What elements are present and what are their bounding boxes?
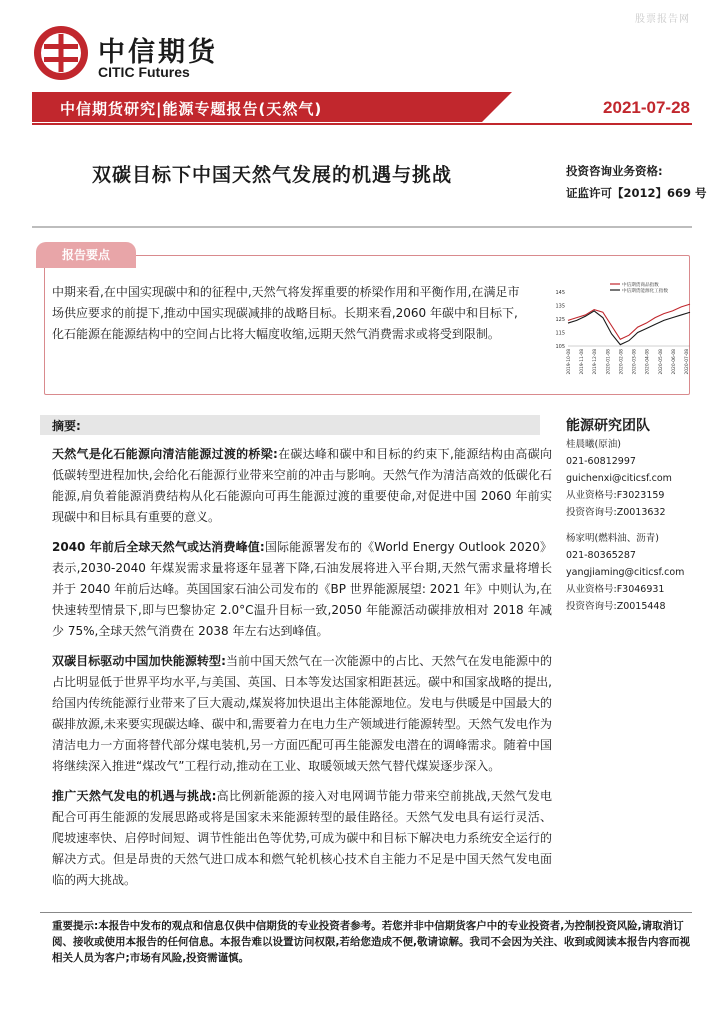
summary-text: 中期来看,在中国实现碳中和的征程中,天然气将发挥重要的桥梁作用和平衡作用,在满足市场供应要求的前提下,推动中国实现碳减排的战略目标。长期来看,2060 年碳中和目标下,化石能源在能源结构中的空间占比将大幅度收缩,远期天然气消费需求或将受到限制。	[52, 285, 520, 341]
y-tick-label: 105	[555, 344, 565, 350]
abstract-body	[52, 444, 552, 900]
x-tick-label: 2020-04-08	[645, 349, 651, 375]
x-tick-label: 2020-06-08	[671, 349, 677, 375]
paragraph-text: 高比例新能源的接入对电网调节能力带来空前挑战,天然气发电配合可再生能源的发展思路或将是国家未来能源转型的最佳路径。天然气发电具有运行灵活、爬坡速率快、启停时间短、调节性能出色等优势,可成为碳中和目标下解决电力系统安全运行的解决方式。但是昂贵的天然气进口成本和燃气轮机核心技术自主能力不足是中国天然气发电面临的两大挑战。	[52, 789, 552, 887]
member-phone: 021-60812997	[566, 456, 636, 467]
summary-tag: 报告要点	[36, 242, 136, 268]
abstract-paragraph	[52, 651, 552, 777]
x-tick-label: 2020-02-08	[619, 349, 625, 375]
x-tick-label: 2020-05-08	[658, 349, 664, 375]
legend-label: 中信期货能源化工指数	[622, 289, 668, 294]
paragraph-lead: 推广天然气发电的机遇与挑战:	[52, 789, 217, 803]
qualification-info	[566, 160, 707, 204]
series-line	[568, 304, 690, 339]
paragraph-text: 国际能源署发布的《World Energy Outlook 2020》表示,2030-2040 年煤炭需求量将逐年显著下降,石油发展将进入平台期,天然气需求量将增长并于 2040 年前后达峰。英国国家石油公司发布的《BP 世界能源展望: 2021 年》中则认为,在快速转型情景下,即与巴黎协定 2.0°C温升目标一致,2050 年能源活动碳排放相对 2018 年减少 75%,全球天然气消费在 2038 年左右达到峰值。	[52, 540, 552, 638]
y-tick-label: 135	[555, 303, 565, 310]
report-banner	[32, 92, 482, 122]
team-member	[566, 530, 684, 615]
report-date: 2021-07-28	[603, 98, 690, 117]
qualification-line-2: 证监许可【2012】669 号	[566, 186, 707, 200]
watermark: 股票报告网	[635, 14, 690, 25]
citic-logo-icon	[32, 24, 90, 82]
y-tick-label: 145	[555, 290, 565, 296]
member-phone: 021-80365287	[566, 550, 636, 561]
abstract-label: 摘要:	[52, 419, 81, 433]
y-tick-label: 125	[555, 317, 565, 323]
member-email[interactable]: guichenxi@citicsf.com	[566, 473, 672, 484]
member-name: 桂晨曦(原油)	[566, 439, 621, 450]
paragraph-text: 在碳达峰和碳中和目标的约束下,能源结构由高碳向低碳转型进程加快,会给化石能源行业带来空前的冲击与影响。天然气作为清洁高效的低碳化石能源,肩负着能源消费结构从化石能源向可再生能源过渡的重要使命,对促进中国 2060 年前实现碳中和目标具有重要的意义。	[52, 447, 552, 524]
x-tick-label: 2020-03-08	[632, 349, 638, 375]
x-tick-label: 2020-07-08	[685, 349, 690, 375]
abstract-paragraph	[52, 537, 552, 642]
paragraph-lead: 天然气是化石能源向清洁能源过渡的桥梁:	[52, 447, 278, 461]
paragraph-text: 当前中国天然气在一次能源中的占比、天然气在发电能源中的占比明显低于世界平均水平,与美国、英国、日本等发达国家相距甚远。碳中和国家战略的提出,给国内传统能源行业带来了巨大震动,煤炭将加快退出主体能源地位。发电与供暖是中国最大的碳排放源,未来要实现碳达峰、碳中和,需要着力在电力生产领域进行能源转型。天然气发电作为清洁电力一方面将替代部分煤电装机,另一方面匹配可再生能源发电潜在的调峰需求。随着中国将继续深入推进“煤改气”工程行动,推动在工业、取暖领域天然气替代煤炭逐步深入。	[52, 654, 552, 773]
logo-en-text: CITIC Futures	[98, 64, 190, 80]
x-tick-label: 2019-11-08	[580, 349, 586, 375]
x-tick-label: 2019-10-08	[567, 349, 572, 375]
banner-text: 中信期货研究|能源专题报告(天然气)	[60, 100, 323, 118]
report-title: 双碳目标下中国天然气发展的机遇与挑战	[92, 164, 453, 186]
legend-label: 中信期货商品指数	[622, 283, 659, 288]
disclaimer-divider	[40, 912, 692, 913]
team-member	[566, 436, 672, 521]
logo-cn-text: 中信期货	[98, 37, 218, 68]
paragraph-lead: 2040 年前后全球天然气或达消费峰值:	[52, 540, 265, 554]
index-line-chart	[544, 276, 694, 386]
member-license: 投资咨询号:Z0015448	[566, 601, 666, 612]
abstract-paragraph	[52, 786, 552, 891]
member-email[interactable]: yangjiaming@citicsf.com	[566, 567, 685, 578]
abstract-paragraph	[52, 444, 552, 528]
paragraph-lead: 双碳目标驱动中国加快能源转型:	[52, 654, 226, 668]
section-divider	[32, 226, 692, 228]
member-license: 从业资格号:F3046931	[566, 584, 665, 595]
abstract-header-bar	[40, 415, 540, 435]
member-license: 投资咨询号:Z0013632	[566, 507, 666, 518]
qualification-line-1: 投资咨询业务资格:	[566, 164, 663, 178]
company-logo	[32, 20, 232, 84]
x-tick-label: 2020-01-08	[606, 349, 612, 375]
disclaimer: 重要提示:本报告中发布的观点和信息仅供中信期货的专业投资者参考。若您并非中信期货客户中的专业投资者,为控制投资风险,请取消订阅、接收或使用本报告的任何信息。本报告难以设置访问权限,若给您造成不便,敬请谅解。我司不会因为关注、收到或阅读本报告内容而视相关人员为客户;市场有风险,投资需谨慎。	[52, 920, 690, 964]
member-license: 从业资格号:F3023159	[566, 490, 665, 501]
x-tick-label: 2019-12-08	[593, 349, 599, 375]
series-line	[568, 311, 690, 345]
member-name: 杨家明(燃料油、沥青)	[566, 533, 659, 544]
y-tick-label: 115	[555, 330, 565, 337]
team-title: 能源研究团队	[566, 418, 650, 434]
banner-divider	[32, 123, 692, 125]
